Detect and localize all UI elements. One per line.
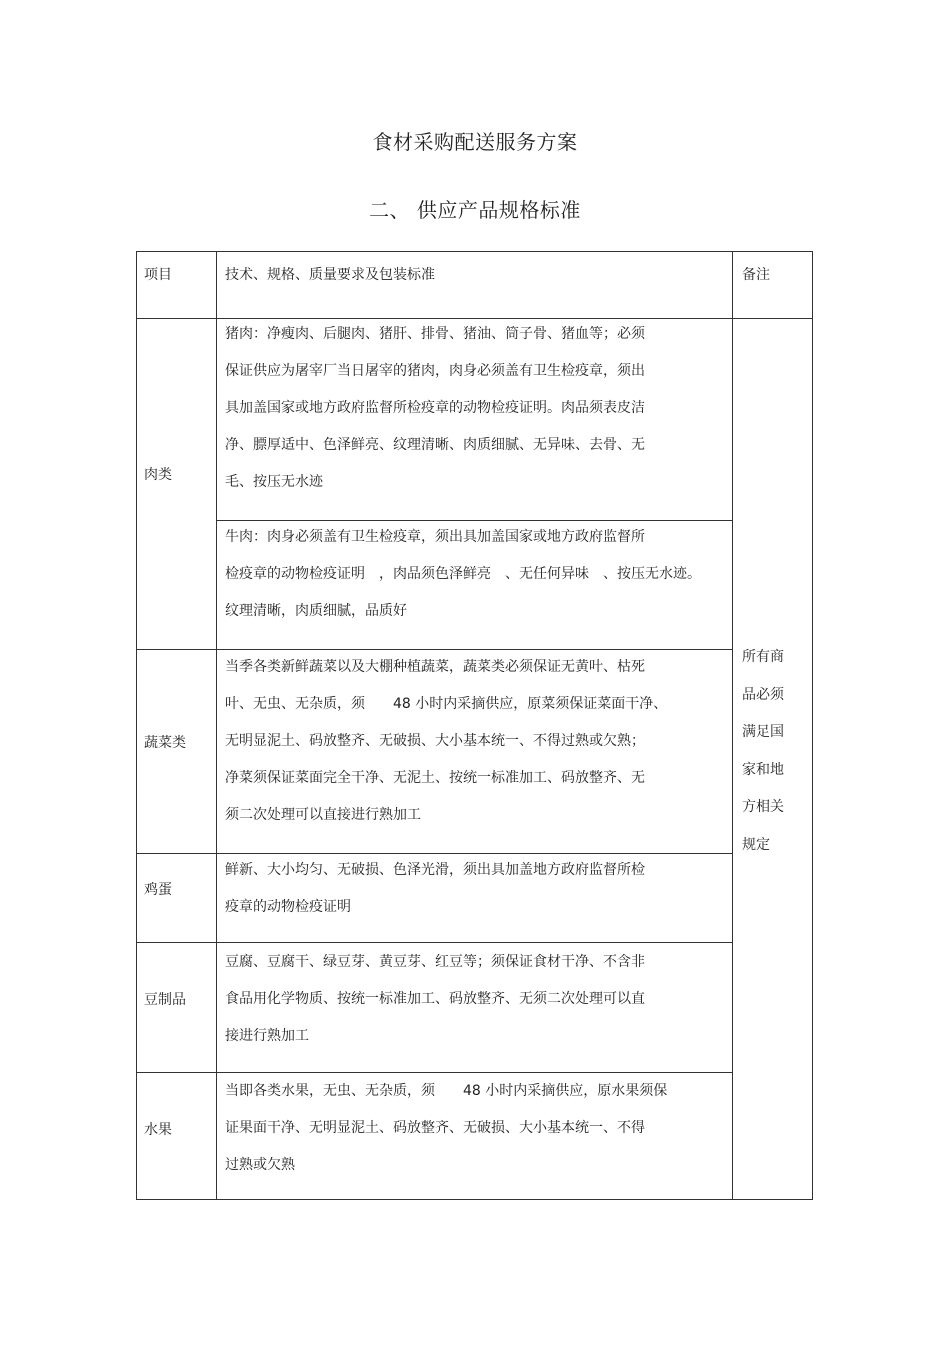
- spec-line: 食品用化学物质、按统一标准加工、码放整齐、无须二次处理可以直: [225, 991, 645, 1007]
- spec-line: 叶、无虫、无杂质，须 48 小时内采摘供应，原菜须保证菜面干净、: [225, 696, 668, 712]
- spec-table: [136, 251, 813, 1200]
- spec-line: 须二次处理可以直接进行熟加工: [225, 807, 421, 823]
- remark-line: 规定: [742, 836, 770, 853]
- row-label-meat: 肉类: [144, 467, 172, 483]
- header-remark: 备注: [742, 267, 770, 283]
- spec-line: 猪肉：净瘦肉、后腿肉、猪肝、排骨、猪油、筒子骨、猪血等；必须: [225, 326, 645, 342]
- spec-line: 鲜新、大小均匀、无破损、色泽光滑，须出具加盖地方政府监督所检: [225, 862, 645, 878]
- table-col-divider: [732, 251, 733, 1200]
- spec-eggs: [225, 852, 645, 926]
- table-col-divider: [216, 251, 217, 1200]
- spec-line: 疫章的动物检疫证明: [225, 899, 351, 915]
- spec-line: 豆腐、豆腐干、绿豆芽、黄豆芽、红豆等；须保证食材干净、不含非: [225, 954, 645, 970]
- spec-line: 具加盖国家或地方政府监督所检疫章的动物检疫证明。肉品须表皮洁: [225, 400, 645, 416]
- header-item: 项目: [144, 267, 172, 283]
- spec-beef: [225, 519, 701, 630]
- spec-line: 接进行熟加工: [225, 1028, 309, 1044]
- spec-pork: [225, 316, 645, 501]
- remark-note: [742, 639, 784, 864]
- spec-line: 牛肉：肉身必须盖有卫生检疫章，须出具加盖国家或地方政府监督所: [225, 529, 645, 545]
- spec-line: 检疫章的动物检疫证明 ，肉品须色泽鲜亮 、无任何异味 、按压无水迹。: [225, 566, 701, 582]
- remark-line: 满足国: [742, 724, 784, 740]
- row-label-vegetables: 蔬菜类: [144, 735, 186, 751]
- table-row-divider: [136, 942, 732, 943]
- spec-line: 保证供应为屠宰厂当日屠宰的猪肉，肉身必须盖有卫生检疫章，须出: [225, 363, 645, 379]
- row-label-soy: 豆制品: [144, 992, 186, 1008]
- remark-line: 方相关: [742, 799, 784, 815]
- spec-line: 当即各类水果，无虫、无杂质，须 48 小时内采摘供应，原水果须保: [225, 1083, 668, 1099]
- row-label-fruit: 水果: [144, 1122, 172, 1138]
- document-title: 食材采购配送服务方案: [372, 130, 578, 154]
- remark-line: 家和地: [742, 761, 784, 778]
- spec-line: 无明显泥土、码放整齐、无破损、大小基本统一、不得过熟或欠熟；: [225, 733, 645, 749]
- spec-soy: [225, 944, 645, 1055]
- table-border-top: [136, 251, 813, 252]
- table-border-left: [136, 251, 137, 1200]
- spec-line: 净菜须保证菜面完全干净、无泥土、按统一标准加工、码放整齐、无: [225, 770, 645, 786]
- spec-line: 毛、按压无水迹: [225, 474, 323, 490]
- spec-line: 纹理清晰，肉质细腻，品质好: [225, 603, 407, 619]
- header-spec: 技术、规格、质量要求及包装标准: [225, 267, 435, 283]
- spec-line: 过熟或欠熟: [225, 1157, 295, 1173]
- row-label-eggs: 鸡蛋: [144, 882, 172, 898]
- table-border-right: [812, 251, 813, 1200]
- spec-line: 证果面干净、无明显泥土、码放整齐、无破损、大小基本统一、不得: [225, 1120, 645, 1136]
- remark-line: 所有商: [742, 649, 784, 665]
- spec-line: 净、膘厚适中、色泽鲜亮、纹理清晰、肉质细腻、无异味、去骨、无: [225, 437, 645, 453]
- spec-vegetables: [225, 649, 667, 834]
- spec-fruit: [225, 1073, 667, 1184]
- table-border-bottom: [136, 1199, 813, 1200]
- spec-line: 当季各类新鲜蔬菜以及大棚种植蔬菜，蔬菜类必须保证无黄叶、枯死: [225, 659, 645, 675]
- remark-line: 品必须: [742, 686, 784, 703]
- section-title: 二、 供应产品规格标准: [369, 198, 581, 222]
